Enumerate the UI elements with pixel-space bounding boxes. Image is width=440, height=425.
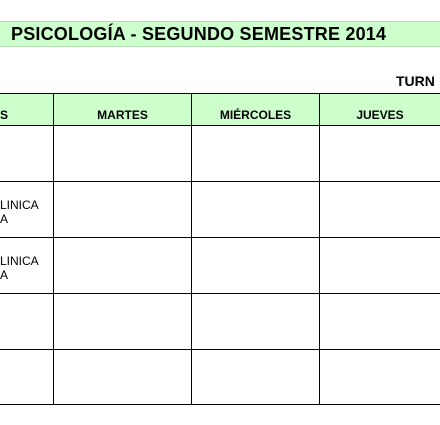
header-jueves: JUEVES bbox=[356, 108, 404, 122]
cell-course-detail: A bbox=[0, 268, 9, 282]
table-border-top bbox=[0, 93, 440, 94]
header-divider bbox=[0, 125, 440, 126]
cell-course-name: LINICA bbox=[0, 198, 39, 212]
column-divider bbox=[191, 93, 192, 405]
row-divider bbox=[0, 349, 440, 350]
header-martes: MARTES bbox=[97, 108, 148, 122]
cell-course-name: LINICA bbox=[0, 254, 39, 268]
header-lunes: S bbox=[0, 108, 9, 122]
row-divider bbox=[0, 237, 440, 238]
header-miercoles: MIÉRCOLES bbox=[219, 108, 292, 122]
column-divider bbox=[319, 93, 320, 405]
turno-label: TURN bbox=[396, 73, 435, 89]
column-divider bbox=[53, 93, 54, 405]
row-divider bbox=[0, 293, 440, 294]
table-border-bottom bbox=[0, 404, 440, 405]
page-title: PSICOLOGÍA - SEGUNDO SEMESTRE 2014 bbox=[11, 24, 387, 44]
row-divider bbox=[0, 181, 440, 182]
cell-course-detail: A bbox=[0, 212, 9, 226]
